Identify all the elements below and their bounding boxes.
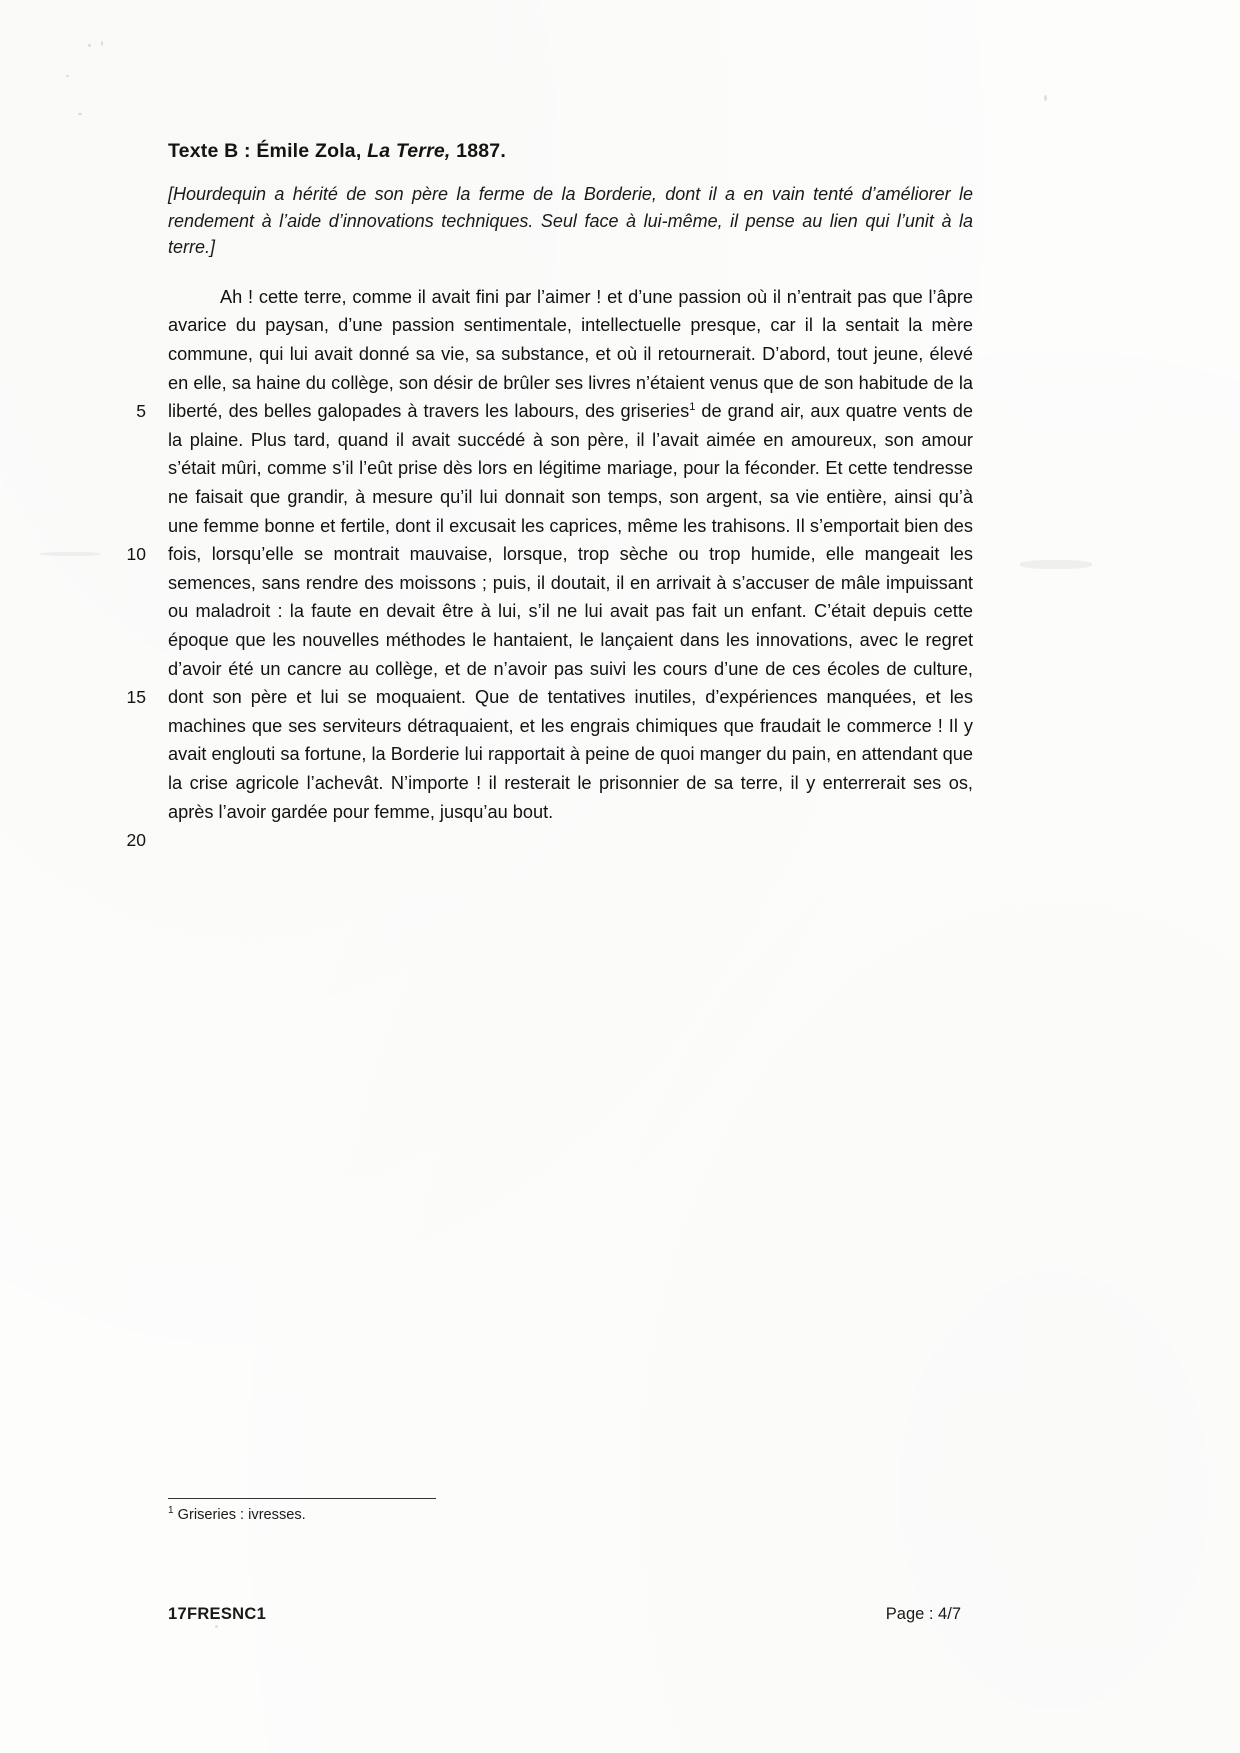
page-indicator: Page : 4/7 [885,1605,961,1623]
scan-speck [1044,95,1047,101]
line-number-spacer [100,712,146,741]
line-number-spacer [100,597,146,626]
exam-code: 17FRESNC1 [168,1605,267,1623]
document-content [126,140,973,851]
title-prefix: Texte B : Émile Zola, [168,140,368,162]
title-work: La Terre, [367,140,451,162]
line-number-spacer [100,655,146,684]
footnote-text: Griseries : ivresses. [173,1507,306,1523]
scan-speck [215,1625,218,1628]
page-footer [168,1605,973,1624]
line-number-spacer [100,340,146,369]
line-number-spacer [100,369,146,398]
scan-smudge [1020,560,1092,569]
footnote-reference[interactable]: 1 [689,401,696,414]
line-number-spacer [100,483,146,512]
scan-speck [66,75,69,77]
line-number-spacer [100,740,146,769]
line-number: 15 [126,687,146,708]
context-note: [Hourdequin a hérité de son père la ferme de la Borderie, dont il a en vain tenté d’améliorer le rendement à l’aide d’innovations techniques. Seul face à lui-même, il pense au lien qui l’unit à la terre.] [168,184,973,258]
line-number-spacer [100,569,146,598]
line-number-gutter [100,283,146,855]
footnote-area [168,1498,768,1525]
line-number-spacer [100,311,146,340]
scan-speck [101,41,103,46]
line-number-spacer [100,512,146,541]
footnote-divider [168,1498,436,1499]
line-number-spacer [100,283,146,312]
line-number-spacer [100,798,146,827]
scan-speck [78,113,82,115]
footnote [168,1506,768,1525]
footnote-number: 1 [168,1505,174,1517]
line-number-spacer [100,769,146,798]
excerpt-text-part-2: de grand air, aux quatre vents de la plaine. Plus tard, quand il avait succédé à son père, il l’avait aimée en amoureux, son amour s’était mûri, comme s’il l’eût prise dès lors en légitime mariage, pour la féconder. Et cette tendresse ne faisait que grandir, à mesure qu’il lui donnait son temps, son argent, sa vie entière, ainsi qu’à une femme bonne et fertile, dont il excusait les caprices, même les trahisons. Il s’emportait bien des fois, lorsqu’elle se montrait mauvaise, lorsque, trop sèche ou trop humide, elle mangeait les semences, sans rendre des moissons ; puis, il doutait, il en arrivait à s’accuser de mâle impuissant ou maladroit : la faute en devait être à lui, s’il ne lui avait pas fait un enfant. C’était depuis cette époque que les nouvelles méthodes le hantaient, le lançaient dans les innovations, avec le regret d’avoir été un cancre au collège, et de n’avoir pas suivi les cours d’une de ces écoles de culture, dont son père et lui se moquaient. Que de tentatives inutiles, d’expériences manquées, et les machines que ses serviteurs détraquaient, et les engrais chimiques que fraudait le commerce ! Il y avait englouti sa fortune, la Borderie lui rapportait à peine de quoi manger du pain, en attendant que la crise agricole l’achevât. N’importe ! il resterait le prisonnier de sa terre, il y enterrerait ses os, après l’avoir gardée pour femme, jusqu’au bout. [168,401,973,822]
line-number-spacer [100,626,146,655]
excerpt-body [126,283,973,851]
line-number: 5 [136,401,146,422]
title-year: 1887. [450,140,506,162]
line-number: 10 [126,544,146,565]
excerpt-paragraph [168,283,973,826]
scan-smudge [40,552,100,556]
scan-speck [88,44,91,47]
line-number-spacer [100,426,146,455]
page-title [168,140,973,163]
excerpt-text-part-1: Ah ! cette terre, comme il avait fini par l’aimer ! et d’une passion où il n’entrait pas que l’âpre avarice du paysan, d’une passion sentimentale, intellectuelle presque, car il la sentait la mère commune, qui lui avait donné sa vie, sa substance, et où il retournerait. D’abord, tout jeune, élevé en elle, sa haine du collège, son désir de brûler ses livres n’étaient venus que de son habitude de la liberté, des belles galopades à travers les labours, des griseries [168,286,973,422]
line-number: 20 [126,830,146,851]
line-number-spacer [100,454,146,483]
